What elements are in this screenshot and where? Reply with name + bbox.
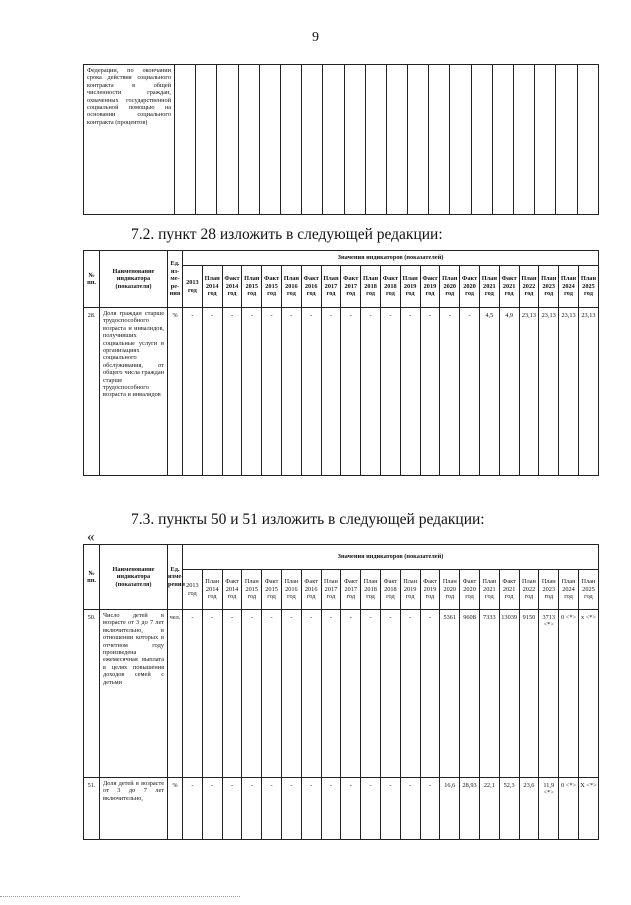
empty-value-cell: [535, 65, 556, 215]
value-cell: -: [380, 308, 400, 476]
col-year-header: План 2025 год: [578, 266, 598, 308]
col-year-header: План 2018 год: [361, 570, 381, 610]
empty-value-cell: [471, 65, 492, 215]
value-cell: -: [341, 610, 361, 778]
value-cell: -: [202, 778, 222, 840]
value-cell: 11,9 <*>: [539, 778, 559, 840]
col-year-header: План 2022 год: [519, 266, 539, 308]
row-name: Доля детей в возрасте от 3 до 7 лет включительно,: [100, 778, 168, 840]
empty-value-cell: [492, 65, 513, 215]
row-number: 28.: [84, 308, 100, 476]
col-year-header: План 2020 год: [440, 266, 460, 308]
col-year-header: Факт 2017 год: [341, 266, 361, 308]
col-year-header: Факт 2016 год: [301, 266, 321, 308]
empty-value-cell: [175, 65, 196, 215]
empty-value-cell: [323, 65, 344, 215]
value-cell: 16,6: [440, 778, 460, 840]
col-year-header: Факт 2018 год: [380, 570, 400, 610]
col-year-header: План 2021 год: [479, 570, 499, 610]
empty-value-cell: [238, 65, 259, 215]
value-cell: 0 <*>: [559, 778, 579, 840]
col-year-header: Факт 2020 год: [460, 570, 480, 610]
values-title: Значения индикаторов (показателей): [183, 545, 599, 570]
value-cell: -: [361, 610, 381, 778]
col-year-header: План 2021 год: [479, 266, 499, 308]
value-cell: 0 <*>: [559, 610, 579, 778]
empty-value-cell: [408, 65, 429, 215]
value-cell: -: [321, 610, 341, 778]
empty-value-cell: [577, 65, 598, 215]
col-year-header: План 2024 год: [559, 266, 579, 308]
col-year-header: Факт 2020 год: [460, 266, 480, 308]
value-cell: 7333: [479, 610, 499, 778]
value-cell: -: [420, 610, 440, 778]
empty-value-cell: [514, 65, 535, 215]
empty-value-cell: [429, 65, 450, 215]
col-num-header: № пп.: [84, 545, 100, 610]
col-year-header: Факт 2016 год: [301, 570, 321, 610]
page-number: 9: [312, 30, 319, 45]
col-name-header: Наименование индикатора (показателя): [100, 251, 168, 308]
col-year-header: Факт 2015 год: [262, 570, 282, 610]
empty-value-cell: [556, 65, 577, 215]
row-number: 51.: [84, 778, 100, 840]
page-bottom-rule: [0, 896, 240, 897]
empty-value-cell: [450, 65, 471, 215]
value-cell: 13039: [499, 610, 519, 778]
value-cell: 5361: [440, 610, 460, 778]
value-cell: -: [380, 610, 400, 778]
value-cell: -: [321, 778, 341, 840]
col-year-header: Факт 2021 год: [499, 266, 519, 308]
row-number: 50.: [84, 610, 100, 778]
value-cell: -: [380, 778, 400, 840]
value-cell: -: [361, 778, 381, 840]
col-year-header: Факт 2021 год: [499, 570, 519, 610]
col-year-header: Факт 2017 год: [341, 570, 361, 610]
value-cell: 22,1: [479, 778, 499, 840]
value-cell: -: [281, 308, 301, 476]
col-year-header: Факт 2014 год: [222, 266, 242, 308]
value-cell: -: [460, 308, 480, 476]
value-cell: 52,3: [499, 778, 519, 840]
value-cell: 4,9: [499, 308, 519, 476]
col-year-header: План 2023 год: [539, 570, 559, 610]
col-year-header: План 2023 год: [539, 266, 559, 308]
value-cell: -: [242, 610, 262, 778]
col-year-header: План 2020 год: [440, 570, 460, 610]
col-year-header: План 2014 год: [202, 570, 222, 610]
col-year-header: План 2019 год: [400, 570, 420, 610]
col-year-header: План 2015 год: [242, 266, 262, 308]
col-year-header: План 2014 год: [202, 266, 222, 308]
col-name-header: Наименование индикатора (показателя): [100, 545, 168, 610]
value-cell: -: [341, 308, 361, 476]
value-cell: -: [242, 308, 262, 476]
table-points-50-51: [83, 544, 599, 840]
value-cell: -: [400, 308, 420, 476]
value-cell: 23,6: [519, 778, 539, 840]
col-year-header: План 2018 год: [361, 266, 381, 308]
table-point-28: [83, 250, 599, 476]
empty-value-cell: [280, 65, 301, 215]
row-unit: %: [168, 778, 183, 840]
col-unit-header: Ед. изме- рения: [168, 545, 183, 610]
col-year-header: Факт 2019 год: [420, 266, 440, 308]
empty-value-cell: [259, 65, 280, 215]
empty-value-cell: [302, 65, 323, 215]
empty-value-cell: [365, 65, 386, 215]
value-cell: х <*>: [578, 610, 598, 778]
value-cell: 23,13: [578, 308, 598, 476]
value-cell: -: [183, 610, 203, 778]
value-cell: -: [262, 308, 282, 476]
value-cell: -: [262, 778, 282, 840]
value-cell: -: [400, 778, 420, 840]
col-year-header: Факт 2015 год: [262, 266, 282, 308]
values-title: Значения индикаторов (показателей): [183, 251, 599, 266]
value-cell: -: [301, 610, 321, 778]
row-unit: %: [168, 308, 183, 476]
section-7-3-heading: 7.3. пункты 50 и 51 изложить в следующей редакции:: [131, 511, 485, 528]
col-year-header: План 2025 год: [578, 570, 598, 610]
row-name: Число детей в возрасте от 3 до 7 лет включительно, в отношении которых в отчетном году произведена ежемесячная выплата в целях повышения доходов семей с детьми: [100, 610, 168, 778]
col-year-header: План 2022 год: [519, 570, 539, 610]
col-year-2013: 2013 год: [183, 570, 203, 610]
value-cell: -: [202, 308, 222, 476]
empty-value-cell: [217, 65, 238, 215]
value-cell: -: [301, 778, 321, 840]
value-cell: -: [321, 308, 341, 476]
section-7-2-heading: 7.2. пункт 28 изложить в следующей редакции:: [131, 226, 443, 243]
value-cell: -: [301, 308, 321, 476]
value-cell: -: [222, 610, 242, 778]
value-cell: -: [242, 778, 262, 840]
col-year-header: План 2016 год: [281, 266, 301, 308]
value-cell: -: [202, 610, 222, 778]
col-year-header: Факт 2014 год: [222, 570, 242, 610]
col-year-header: План 2017 год: [321, 570, 341, 610]
col-year-header: Факт 2018 год: [380, 266, 400, 308]
value-cell: 23,13: [519, 308, 539, 476]
value-cell: -: [262, 610, 282, 778]
value-cell: -: [420, 778, 440, 840]
row-unit: чел.: [168, 610, 183, 778]
value-cell: -: [183, 778, 203, 840]
col-year-header: План 2016 год: [281, 570, 301, 610]
value-cell: 23,13: [539, 308, 559, 476]
table-continuation: [83, 64, 599, 215]
value-cell: -: [440, 308, 460, 476]
value-cell: -: [281, 778, 301, 840]
value-cell: 3713 <*>: [539, 610, 559, 778]
value-cell: -: [222, 778, 242, 840]
value-cell: -: [341, 778, 361, 840]
value-cell: -: [400, 610, 420, 778]
value-cell: 9608: [460, 610, 480, 778]
col-year-header: План 2024 год: [559, 570, 579, 610]
col-year-header: План 2015 год: [242, 570, 262, 610]
empty-value-cell: [344, 65, 365, 215]
value-cell: -: [361, 308, 381, 476]
col-year-2013: 2013 год: [183, 266, 203, 308]
col-year-header: Факт 2019 год: [420, 570, 440, 610]
value-cell: 9150: [519, 610, 539, 778]
empty-value-cell: [196, 65, 217, 215]
col-year-header: План 2019 год: [400, 266, 420, 308]
indicator-name: Федерации, по окончании срока действия социального контракта в общей численности граждан, охваченных государственной социальной помощью на основании социального контракта (процентов): [84, 65, 175, 215]
value-cell: -: [281, 610, 301, 778]
col-unit-header: Ед. из- ме- ре- ния: [168, 251, 183, 308]
value-cell: -: [420, 308, 440, 476]
open-quote: «: [87, 529, 95, 545]
empty-value-cell: [386, 65, 407, 215]
col-year-header: План 2017 год: [321, 266, 341, 308]
value-cell: 4,5: [479, 308, 499, 476]
value-cell: 23,13: [559, 308, 579, 476]
row-name: Доля граждан старше трудоспособного возраста и инвалидов, получивших социальные услуги в организациях социального обслуживания, от общего числа граждан старше трудоспособного возраста и инвалидов: [100, 308, 168, 476]
value-cell: -: [222, 308, 242, 476]
value-cell: Х <*>: [578, 778, 598, 840]
value-cell: 28,93: [460, 778, 480, 840]
value-cell: -: [183, 308, 203, 476]
col-num-header: № пп.: [84, 251, 100, 308]
